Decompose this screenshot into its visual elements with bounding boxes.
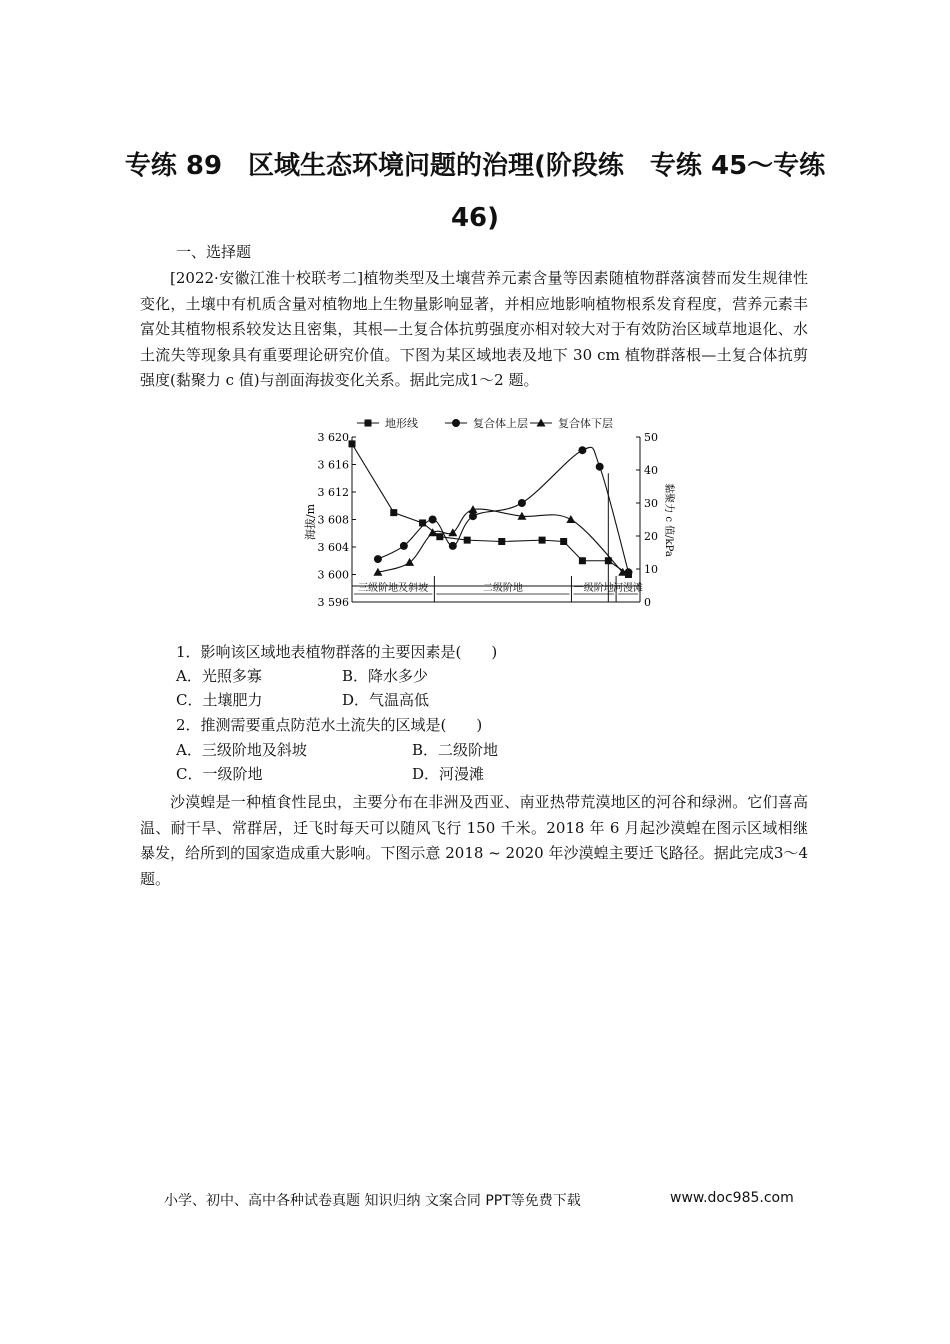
q2-option-b[interactable]: B．二级阶地	[412, 741, 499, 759]
square-marker	[464, 537, 471, 544]
y-tick-label: 3 620	[317, 431, 349, 444]
square-marker	[498, 538, 505, 545]
chart	[300, 410, 674, 615]
y-tick-label: 3 600	[317, 568, 349, 582]
square-marker	[560, 538, 567, 545]
square-marker	[579, 557, 586, 564]
circle-marker	[469, 512, 477, 520]
circle-marker	[400, 542, 408, 550]
q2-option-d[interactable]: D．河漫滩	[412, 765, 485, 783]
y-tick-label: 3 608	[317, 513, 349, 527]
series-line	[378, 447, 629, 572]
footer-text: 小学、初中、高中各种试卷真题 知识归纳 文案合同 PPT等免费下载	[164, 1193, 581, 1209]
triangle-marker	[566, 515, 575, 523]
section-heading: 一、选择题	[176, 243, 252, 261]
square-marker	[365, 420, 372, 427]
series-circle	[374, 446, 633, 576]
footer-url[interactable]: www.doc985.com	[670, 1190, 794, 1206]
region-label: 一级阶地	[573, 583, 614, 594]
square-marker	[436, 533, 443, 540]
circle-marker	[518, 499, 526, 507]
legend-label: 复合体下层	[558, 417, 613, 430]
question-2-stem: 2．推测需要重点防范水土流失的区域是( )	[176, 716, 483, 734]
q1-option-a[interactable]: A．光照多寡	[176, 667, 262, 685]
y2-axis-label: 黏聚力 c 值/kPa	[663, 483, 674, 557]
q1-option-c[interactable]: C．土壤肥力	[176, 691, 263, 709]
y2-tick-label: 30	[644, 497, 658, 510]
square-marker	[390, 509, 397, 516]
circle-marker	[429, 516, 437, 524]
region-label: 二级阶地	[482, 583, 523, 594]
chart-regions	[352, 473, 643, 602]
question-1-stem: 1．影响该区域地表植物群落的主要因素是( )	[176, 643, 498, 661]
region-label: 三级阶地及斜坡	[358, 583, 429, 594]
circle-marker	[578, 446, 586, 454]
q1-option-b[interactable]: B．降水多少	[342, 667, 429, 685]
q2-option-a[interactable]: A．三级阶地及斜坡	[176, 741, 307, 759]
circle-marker	[449, 542, 457, 550]
y-tick-label: 3 616	[317, 458, 349, 472]
y2-tick-label: 50	[644, 431, 658, 444]
passage-2: 沙漠蝗是一种植食性昆虫，主要分布在非洲及西亚、南亚热带荒漠地区的河谷和绿洲。它们喜高温、耐干旱、常群居，迁飞时每天可以随风飞行 150 千米。2018 年 6 月起沙漠蝗在图示区域相继暴发，给所到的国家造成重大影响。下图示意 2018 ~ 2020 年沙漠蝗主要迁飞路径。据此完成3～4 题。	[140, 793, 808, 888]
circle-marker	[452, 419, 460, 427]
y2-tick-label: 20	[644, 530, 658, 543]
q1-option-d[interactable]: D．气温高低	[342, 691, 430, 709]
page-title: 专练 89 区域生态环境问题的治理(阶段练 专练 45～专练 46)	[124, 151, 826, 233]
chart-series	[349, 440, 633, 578]
square-marker	[349, 440, 356, 447]
passage-1: [2022·安徽江淮十校联考二]植物类型及土壤营养元素含量等因素随植物群落演替而发生规律性变化，土壤中有机质含量对植物地上生物量影响显著，并相应地影响植物根系发育程度，营养元素丰富处其植物根系较发达且密集，其根—土复合体抗剪强度亦相对较大对于有效防治区域草地退化、水土流失等现象具有重要理论研究价值。下图为某区域地表及地下 30 cm 植物群落根—土复合体抗剪强度(黏聚力 c 值)与剖面海拔变化关系。据此完成1～2 题。	[140, 269, 808, 389]
series-square	[349, 440, 632, 578]
y-tick-label: 3 612	[317, 486, 349, 499]
legend-label: 复合体上层	[473, 417, 528, 430]
chart-legend	[357, 416, 613, 430]
circle-marker	[596, 463, 604, 471]
y-tick-label: 3 604	[317, 541, 349, 554]
region-label: 河漫滩	[613, 583, 644, 594]
y2-tick-label: 40	[644, 464, 658, 477]
triangle-marker	[428, 528, 437, 536]
q2-option-c[interactable]: C．一级阶地	[176, 765, 263, 783]
legend-label: 地形线	[385, 417, 418, 430]
circle-marker	[374, 555, 382, 563]
y-tick-label: 3 596	[317, 596, 349, 609]
y-axis-label: 海拔/m	[304, 503, 317, 541]
y2-tick-label: 10	[644, 563, 658, 576]
square-marker	[539, 537, 546, 544]
y2-tick-label: 0	[644, 596, 651, 609]
